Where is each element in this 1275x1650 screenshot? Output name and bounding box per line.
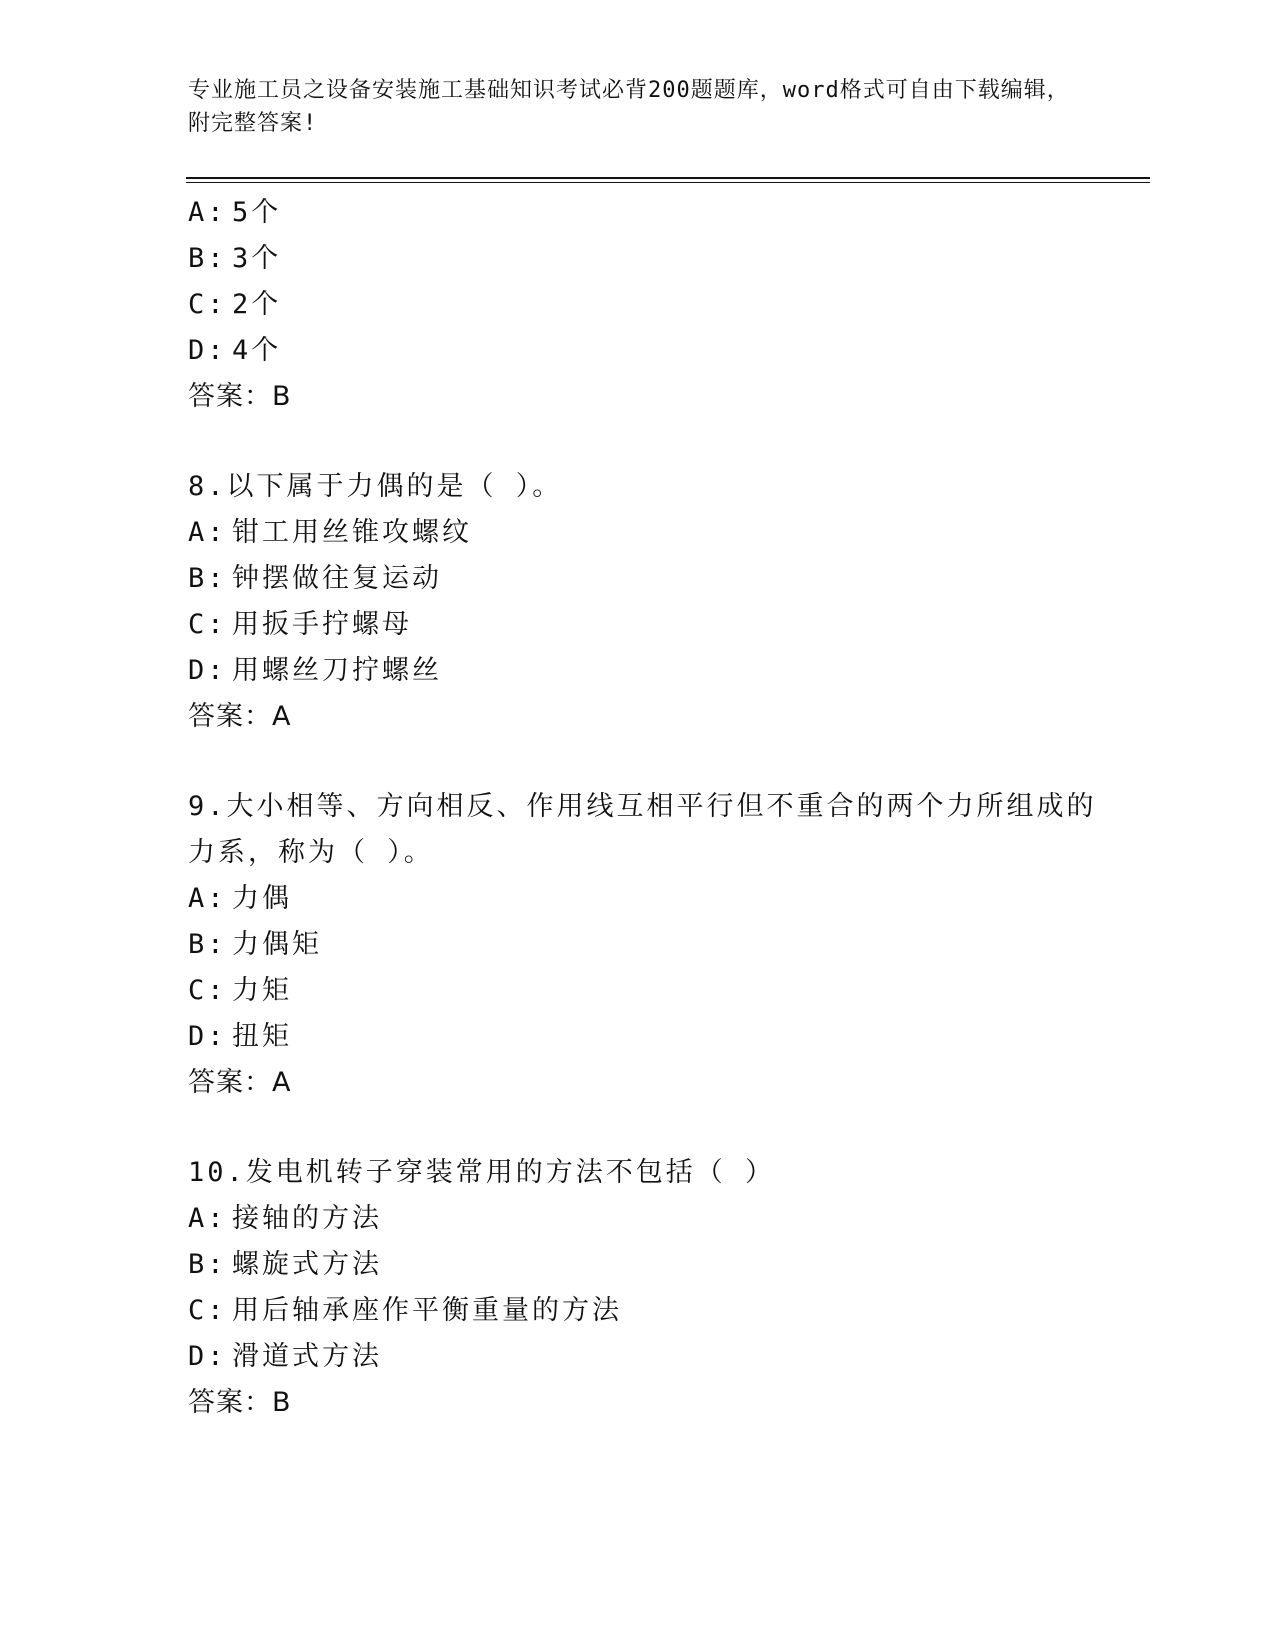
option-a: A: 5个 [188,197,282,228]
question-9 [188,784,1097,1106]
option-a: A: 接轴的方法 [188,1203,382,1234]
answer: 答案：A [188,701,292,732]
header-rule-thick [186,177,1150,179]
option-a: A: 钳工用丝锥攻螺纹 [188,517,472,548]
question-stem-line-1: 9.大小相等、方向相反、作用线互相平行但不重合的两个力所组成的 [188,791,1097,822]
answer: 答案：B [188,1387,292,1418]
question-list [188,190,1097,1426]
option-b: B: 钟摆做往复运动 [188,563,442,594]
option-d: D: 滑道式方法 [188,1341,382,1372]
answer: 答案：B [188,381,292,412]
option-c: C: 力矩 [188,975,292,1006]
answer: 答案：A [188,1067,292,1098]
option-d: D: 用螺丝刀拧螺丝 [188,655,442,686]
option-b: B: 3个 [188,243,282,274]
option-c: C: 用后轴承座作平衡重量的方法 [188,1295,622,1326]
question-8 [188,464,1088,740]
option-c: C: 2个 [188,289,282,320]
question-stem: 8.以下属于力偶的是（ ）。 [188,471,563,502]
question-10 [188,1150,1088,1426]
document-header: 专业施工员之设备安装施工基础知识考试必背200题题库，word格式可自由下载编辑，附完整答案! [188,78,1070,136]
option-c: C: 用扳手拧螺母 [188,609,412,640]
option-b: B: 力偶矩 [188,929,322,960]
header-rule-thin [186,182,1150,183]
option-a: A: 力偶 [188,883,292,914]
question-7 [188,190,1088,420]
option-d: D: 扭矩 [188,1021,292,1052]
option-d: D: 4个 [188,335,282,366]
question-stem-line-2: 力系，称为（ ）。 [188,837,434,868]
question-stem: 10.发电机转子穿装常用的方法不包括（ ） [188,1157,776,1188]
option-b: B: 螺旋式方法 [188,1249,382,1280]
